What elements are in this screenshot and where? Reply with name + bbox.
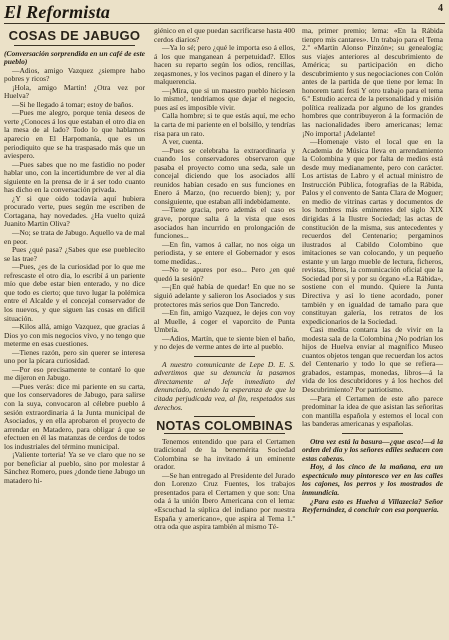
paragraph: Pues ¿qué pasa? ¿Sabes que ese pueblecito se las trae? xyxy=(4,245,145,263)
paragraph: ma, primer premio; lema: «En la Rábida tienpro mis cantares». Un trabajo para el Tema 2.º «Martín Alonso Pinzón»; su genealogía; sus viajes anteriores al descubrimiento de América; su participación en dicho descubrimiento y sus negociaciones con Colón antes de la partida de que tiene por lema: In honorem tanti festi Y otro trabajo para el tema 6.º Estudio acerca de la personalidad y misión política realizada por alguno de los grandes hombres que contribuyeron á la formación de las nacionalidades ibero americanas; lema: ¡No importa! ¡Adelante! xyxy=(302,26,443,138)
paragraph: —Kilos allá, amigo Vazquez, que gracias á Dios yo con mis negocios vivo, y no tengo que meterme en esas cuestiones. xyxy=(4,322,145,349)
paragraph: —No; se trata de Jabugo. Aquello va de mal en peor. xyxy=(4,228,145,246)
paragraph: —En fin, amigo Vazquez, le dejes con voy al Muelle, á coger el vaporcito de Punta Umbría. xyxy=(154,308,295,335)
column-2 xyxy=(154,27,295,532)
paragraph: —Ya lo sé; pero ¿qué le importa eso á ellos, á los que manganean á perpetuidad?. Ellos hacen su reparto según los odios, rencillas, zeqasmones, y los vecinos pagan el dinero y la malquerencia. xyxy=(154,43,295,87)
section-divider xyxy=(194,416,255,417)
paragraph: —Pues sabes que no me fastidio no poder hablar uno, con la incertidumbre de ver al dia siguiente en la prensa de ir á ser todo cuanto has dicho en la conversación privada. xyxy=(4,159,145,195)
paragraph: —Pues se celebraba la extraordinaria y cuando los conservadores observaron que pasaba el proyecto como una seda, sale un concejal diciendo que los asociados allí reunidos habían cesado en sus funciones en Enero á Marzo, (no recuerdo bien); y, por consiguiente, que estaban allí indebidamente. xyxy=(154,145,295,206)
column-1 xyxy=(4,27,145,485)
paragraph: —No te apures por eso... Pero ¿en qué quedó la sesión? xyxy=(154,265,295,283)
paragraph: —En fin, vamos á callar, no nos oiga un periodista, y se entere el Gobernador y esos tome medidas... xyxy=(154,239,295,266)
section-divider xyxy=(342,433,403,434)
paragraph: Casi medita contarra las de vivir en la modesta sala de la Colombina ¿No podrían los hijos de Huelva enviar al magnífico Museo cuantos objetos tengan que recuerdan los actos del Centenario y todo lo que se refiera—grabados, estampas, monedas, libros—á la vida de los descubridores y á los hechos del Descubrimiento? Por patriotismo. xyxy=(302,325,443,394)
column-3 xyxy=(302,27,443,515)
paragraph: ¡Valiente torteria! Ya se ve claro que no se por beneficiar al pueblo, sino por molestar á Sánchez Romero, pues ¿donde tiene Jabugo un matadero hi- xyxy=(4,450,146,485)
paragraph: —Homenaje visto el local que en la Academia de Música lleva en arrendamiento la Colombina y que por falta de medios está desde muy medianamente, pero con carácter. Los artistas de Labro y el actual ministro de Instrucción Pública, fotografías de la Rábida, Palos y el convento de Santa Clara de Moguer; en medio de vitrinas cartas y documentos de los hombres más eminentes del siglo XIX dirigidas á la Ilustre Sociedad; las actas de constitución de la misma, sus antecedentes y recuerdos del Centenario; pergaminos ilustrados al Cabildo Colombino que imitaciones se van colocando, y un pequeño estante y un largo mueble de lectura, ficheros, revistas, libros, la comunicación oficial que la Sociedad por si y por su órgano «La Rábida», sostiene con el mundo. Quiere la Junta Directiva y así lo tiene acordado, poner también y en igualdad de tamaño para que constituyan galería, los retratos de los expedicionarios de la Sociedad. xyxy=(302,137,443,326)
paragraph: —Por eso precisamente te contaré lo que me dijeron en Jabugo. xyxy=(4,364,145,383)
paragraph: Calla hombre; si te que estás aquí, me echo la carta de mi pariente en el bolsillo, y tendrías risa para un rato. xyxy=(154,111,295,138)
article-subtitle: (Conversación sorprendida en un café de este pueblo) xyxy=(4,48,145,67)
section-divider xyxy=(194,356,255,357)
paragraph: —Tiene gracia, pero además el caso es grave, porque salta á la vista que esos asociados han incurrido en prolongación de funciones... xyxy=(154,205,295,241)
paragraph: —¡En qué había de quedar! En que no se siguió adelante y salieron los Asociados y sus protectores más serios que Don Tancredo. xyxy=(154,282,295,309)
editorial-note: A nuestro comunicante de Lepe D. E. S. advertimos que su denuncia la pasamos directamente al Jefe inmediato del denunciado, teniendo la esperanza de que la citada perjudicada vea, al fin, respetados sus derechos. xyxy=(154,359,295,412)
paragraph: ¿Y si que oido todavía aquí hubiera procurado verte, pues según me escriben de Cortagana, hay novedades. ¿Ha vuelto quizá Juanito Martin Oliva? xyxy=(4,193,145,229)
masthead: El Reformista xyxy=(4,2,111,22)
paragraph: —Adios, amigo Vazquez ¿siempre habo pobres y ricos? xyxy=(4,65,145,84)
paragraph: —Si he llegado á tomar; estoy de baños. xyxy=(12,99,134,109)
italic-paragraph: Otra vez está la basura—¿que asco!—á la orden del dia y los señores ediles seducen con estas cabezas. xyxy=(302,436,443,463)
paragraph: —Para el Certamen de este año parece predominar la idea de que asistan las señoritas con mantilla española y estemos el local con las banderas americanas y españolas. xyxy=(302,393,443,429)
italic-paragraph: ¿Para esto es Huelva á Villazecia? Señor Reyfernández, á concluir con esa porquería. xyxy=(302,496,443,515)
paragraph: Tenemos entendido que para el Certamen tradicional de la benemérita Sociedad Colombina se ha invitado á un eminente orador. xyxy=(154,436,295,472)
title-rule xyxy=(14,45,135,46)
paragraph: —Tienes razón, pero sin querer se interesa uno por la pícara curiosidad. xyxy=(4,347,145,366)
italic-paragraph: Hoy, á los cinco de la mañana, era un espectáculo muy pintoresco ver en las calles los cajones, los perros y los mostrados de inmundicia. xyxy=(302,462,443,497)
article-title-notas-colombinas: NOTAS COLOMBINAS xyxy=(156,419,293,434)
paragraph: —Pues me alegro, porque tenia deseos de verte ¿Conoces á los que estaban el otro dia en la mesa de al lado? Todo lo que hablamos aparecio en El Harpomanía, que es un periodiquito que se ha traspasado más que un aviespero. xyxy=(4,108,145,161)
paragraph: —Adios, Martín, que te siente bien el baño, y no dejes de verme antes de irte al pueblo. xyxy=(154,333,295,352)
article-title-cosas-de-jabugo: COSAS DE JABUGO xyxy=(8,28,141,43)
paragraph: —Se han entregado al Presidente del Jurado don Lorenzo Cruz Fuentes, los trabajos presentados para el Certamen y que son: Una oda á la unión Ibero Americana con el lema: «Escuchad la súplica del indiano por nuestra España y americano», que aspira al Tema 1.º otra oda que aspira también al mismo Té- xyxy=(154,470,295,532)
paragraph: —Pues verás: dice mi pariente en su carta, que los conservadores de Jabugo, para salirse con la suya, convocaron al célebre pueblo á sesión extraordinaria á la Junta municipal de Asociados, y en ella aprobaron el proyecto de arrendar en Matadero, para obligar á que se efectuen en él las matanzas de cerdos de todos los industriales del término municipal. xyxy=(4,381,145,451)
paragraph: giénico en el que puedan sacrificarse hasta 400 cerdos diarios? xyxy=(154,26,295,44)
header-rule xyxy=(4,23,445,24)
paragraph: A ver, cuenta. xyxy=(162,137,204,147)
paragraph: —¡Mira, que si un maestro pueblo hiciesen lo mismo!, tendriamos que dejar el negocio, pues así es imposible vivir. xyxy=(154,85,295,112)
paragraph: ¡Hola, amigo Martin! ¿Otra vez por Huelva? xyxy=(4,82,145,101)
paragraph: —Pues, ¿es de la curiosidad por lo que me refrescaste el otro dia, lo escribí á un pariente mío que debe estar bien enterado, y no dice que todo es cierto; que tuvo lugar la polémica entre el Alcalde y el concejal conservador de los nuevos, y que siguen las cosas en difícil situación. xyxy=(4,262,145,323)
page-number: 4 xyxy=(438,3,443,14)
